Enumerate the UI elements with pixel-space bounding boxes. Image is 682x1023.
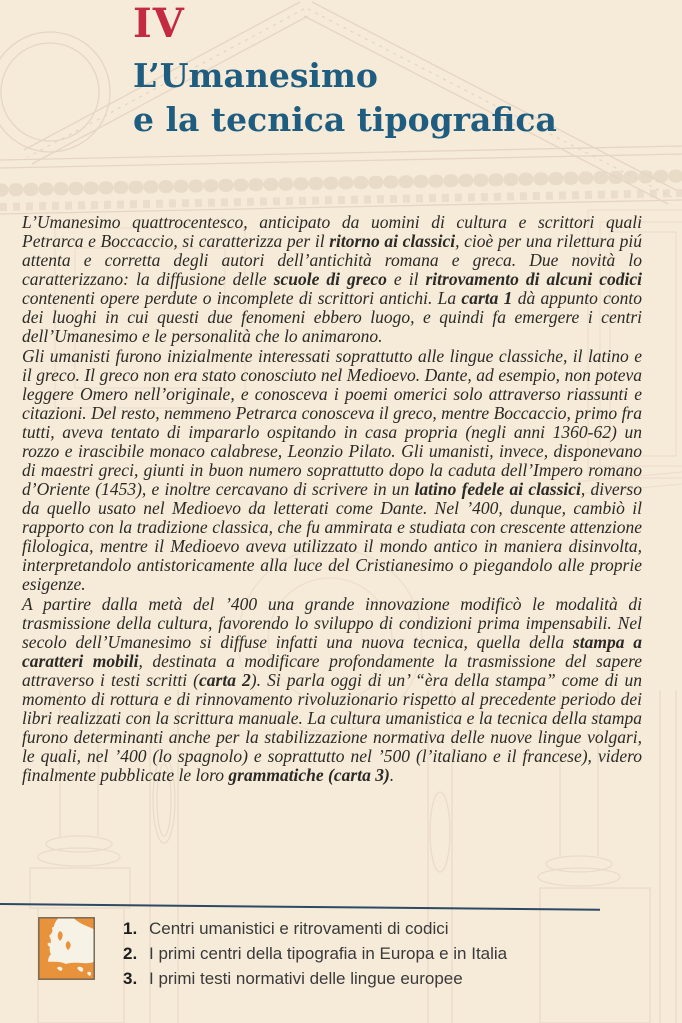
legend-item-3-number: 3.	[123, 969, 138, 988]
legend-item-2-number: 2.	[123, 944, 138, 963]
legend-item-3	[123, 966, 507, 991]
chapter-header	[133, 0, 557, 142]
legend-item-1	[123, 916, 507, 941]
map-legend	[0, 903, 682, 991]
legend-divider	[0, 903, 600, 911]
body-text	[22, 213, 642, 786]
legend-item-2	[123, 941, 507, 966]
page-title	[133, 54, 557, 142]
legend-item-3-label: I primi testi normativi delle lingue europee	[149, 969, 463, 988]
paragraph-3: A partire dalla metà del ’400 una grande innovazione modificò le modalità di trasmissione della cultura, favorendo lo sviluppo di condizioni prima impensabili. Nel secolo dell’Umanesimo si diffuse infatti una nuova tecnica, quella della stampa a caratteri mobili, destinata a modificare profondamente la trasmissione del sapere attraverso i testi scritti (carta 2). Si parla oggi di un’ “èra della stampa” come di un momento di rottura e di rinnovamento rivoluzionario rispetto al precedente periodo dei libri realizzati con la scrittura manuale. La cultura umanistica e la tecnica della stampa furono determinanti anche per la stabilizzazione normativa delle nuove lingue volgari, le quali, nel ’400 (lo spagnolo) e soprattutto nel ’500 (l’italiano e il francese), videro finalmente pubblicate le loro grammatiche (carta 3).	[22, 594, 642, 785]
legend-list	[123, 915, 507, 991]
europe-map-icon	[38, 917, 95, 985]
legend-item-1-label: Centri umanistici e ritrovamenti di codici	[149, 919, 449, 938]
paragraph-2: Gli umanisti furono inizialmente interessati soprattutto alle lingue classiche, il latino e il greco. Il greco non era stato conosciuto nel Medioevo. Dante, ad esempio, non poteva leggere Omero nell’originale, e conosceva i poemi omerici solo attraverso riassunti e citazioni. Del resto, nemmeno Petrarca conosceva il greco, mentre Boccaccio, primo fra tutti, aveva tentato di impararlo ospitando in casa propria (negli anni 1360-62) un rozzo e irascibile monaco calabrese, Leonzio Pilato. Gli umanisti, invece, disponevano di maestri greci, giunti in buon numero soprattutto dopo la caduta dell’Impero romano d’Oriente (1453), e inoltre cercavano di scrivere in un latino fedele ai classici, diverso da quello usato nel Medioevo da letterati come Dante. Nel ’400, dunque, cambiò il rapporto con la tradizione classica, che fu ammirata e studiata con crescente attenzione filologica, mentre il Medioevo aveva utilizzato il mondo antico in maniera disinvolta, interpretandolo antistoricamente alla luce del Cristianesimo o piegandolo alle proprie esigenze.	[22, 346, 642, 594]
chapter-number: IV	[133, 0, 185, 47]
legend-item-1-number: 1.	[123, 919, 138, 938]
page-title-line2: e la tecnica tipografica	[133, 99, 557, 139]
paragraph-1: L’Umanesimo quattrocentesco, anticipato da uomini di cultura e scrittori quali Petrarca e Boccaccio, si caratterizza per il ritorno ai classici, cioè per una rilettura piú attenta e corretta degli autori dell’antichità romana e greca. Due novità lo caratterizzano: la diffusione delle scuole di greco e il ritrovamento di alcuni codici contenenti opere perdute o incomplete di scrittori antichi. La carta 1 dà appunto conto dei luoghi in cui questi due fenomeni ebbero luogo, e quindi fa emergere i centri dell’Umanesimo e le personalità che lo animarono.	[22, 212, 642, 346]
legend-item-2-label: I primi centri della tipografia in Europa e in Italia	[149, 944, 508, 963]
page-title-line1: L’Umanesimo	[133, 56, 378, 95]
